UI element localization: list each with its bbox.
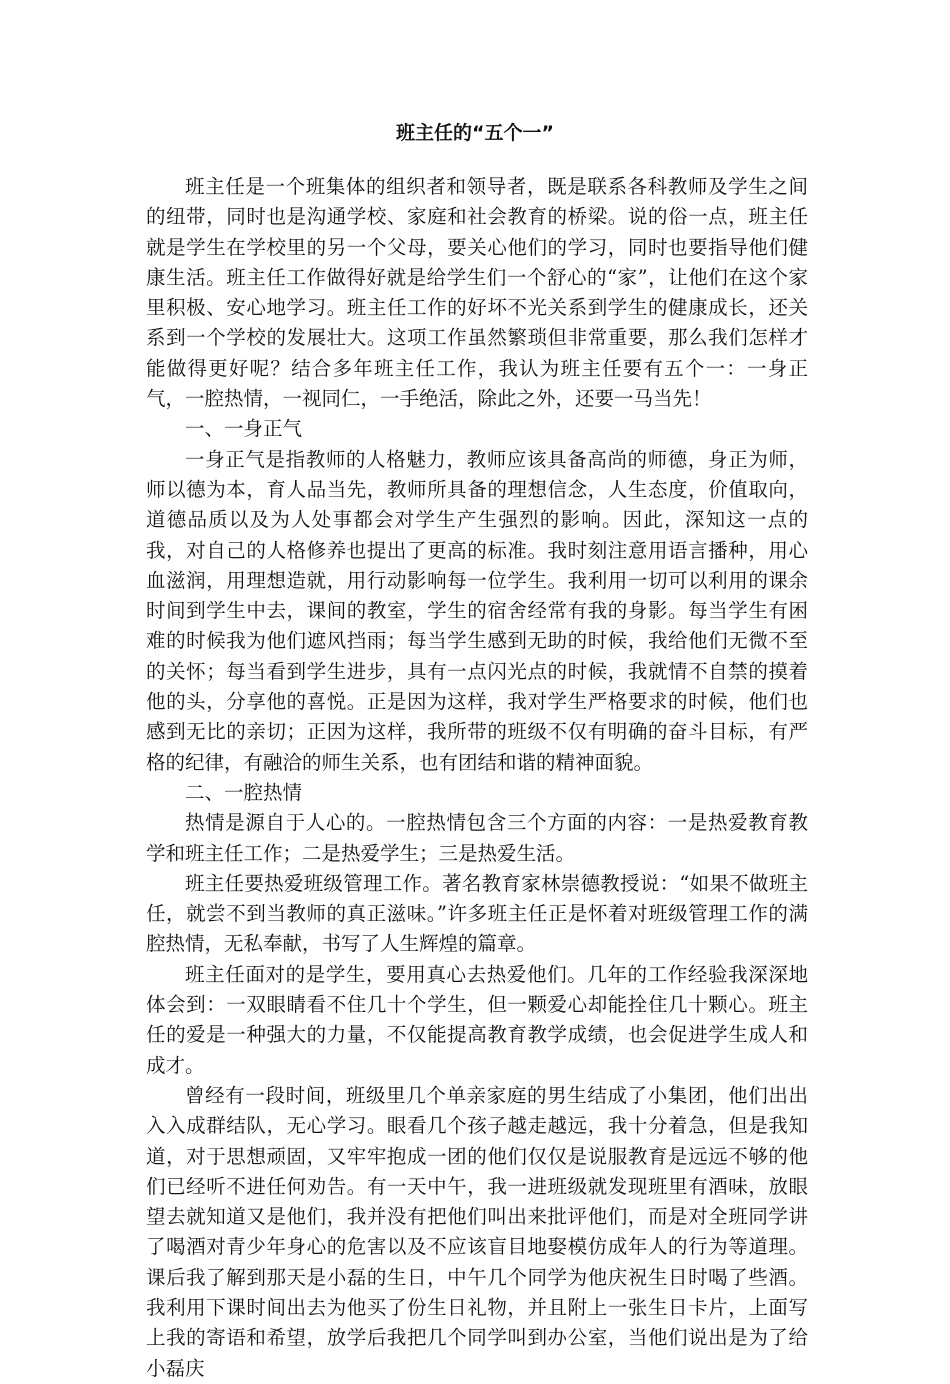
document-title: 班主任的“五个一” xyxy=(396,122,554,144)
body-paragraph: 曾经有一段时间，班级里几个单亲家庭的男生结成了小集团，他们出出入入成群结队，无心学习。眼看几个孩子越走越远，我十分着急，但是我知道，对于思想顽固，又牢牢抱成一团的他们仅仅是说服教育是远远不够的他们已经听不进任何劝告。有一天中午，我一进班级就发现班里有酒味，放眼望去就知道又是他们，我并没有把他们叫出来批评他们，而是对全班同学讲了喝酒对青少年身心的危害以及不应该盲目地娶模仿成年人的行为等道理。课后我了解到那天是小磊的生日，中午几个同学为他庆祝生日时喝了些酒。我利用下课时间出去为他买了份生日礼物，并且附上一张生日卡片，上面写上我的寄语和希望，放学后我把几个同学叫到办公室，当他们说出是为了给小磊庆 xyxy=(146,1083,808,1380)
section-heading-1: 一、一身正气 xyxy=(185,417,303,441)
body-paragraph: 班主任要热爱班级管理工作。著名教育家林崇德教授说：“如果不做班主任，就尝不到当教师的真正滋味。”许多班主任正是怀着对班级管理工作的满腔热情，无私奉献，书写了人生辉煌的篇章。 xyxy=(146,871,808,956)
intro-paragraph: 班主任是一个班集体的组织者和领导者，既是联系各科教师及学生之间的纽带，同时也是沟通学校、家庭和社会教育的桥梁。说的俗一点，班主任就是学生在学校里的另一个父母，要关心他们的学习，同时也要指导他们健康生活。班主任工作做得好就是给学生们一个舒心的“家”，让他们在这个家里积极、安心地学习。班主任工作的好坏不光关系到学生的健康成长，还关系到一个学校的发展壮大。这项工作虽然繁琐但非常重要，那么我们怎样才能做得更好呢？结合多年班主任工作，我认为班主任要有五个一：一身正气，一腔热情，一视同仁，一手绝活，除此之外，还要一马当先！ xyxy=(146,175,808,411)
document-body xyxy=(146,172,808,1384)
body-paragraph: 班主任面对的是学生，要用真心去热爱他们。几年的工作经验我深深地体会到：一双眼睛看不住几十个学生，但一颗爱心却能拴住几十颗心。班主任的爱是一种强大的力量，不仅能提高教育教学成绩，也会促进学生成人和成才。 xyxy=(146,962,808,1077)
body-paragraph: 热情是源自于人心的。一腔热情包含三个方面的内容：一是热爱教育教学和班主任工作；二是热爱学生；三是热爱生活。 xyxy=(146,811,808,865)
section-heading-2: 二、一腔热情 xyxy=(185,780,303,804)
body-paragraph: 一身正气是指教师的人格魅力，教师应该具备高尚的师德，身正为师，师以德为本，育人品当先，教师所具备的理想信念，人生态度，价值取向，道德品质以及为人处事都会对学生产生强烈的影响。因此，深知这一点的我，对自己的人格修养也提出了更高的标准。我时刻注意用语言播种，用心血滋润，用理想造就，用行动影响每一位学生。我利用一切可以利用的课余时间到学生中去，课间的教室，学生的宿舍经常有我的身影。每当学生有困难的时候我为他们遮风挡雨；每当学生感到无助的时候，我给他们无微不至的关怀；每当看到学生进步，具有一点闪光点的时候，我就情不自禁的摸着他的头，分享他的喜悦。正是因为这样，我对学生严格要求的时候，他们也感到无比的亲切；正因为这样，我所带的班级不仅有明确的奋斗目标，有严格的纪律，有融洽的师生关系，也有团结和谐的精神面貌。 xyxy=(146,447,808,774)
